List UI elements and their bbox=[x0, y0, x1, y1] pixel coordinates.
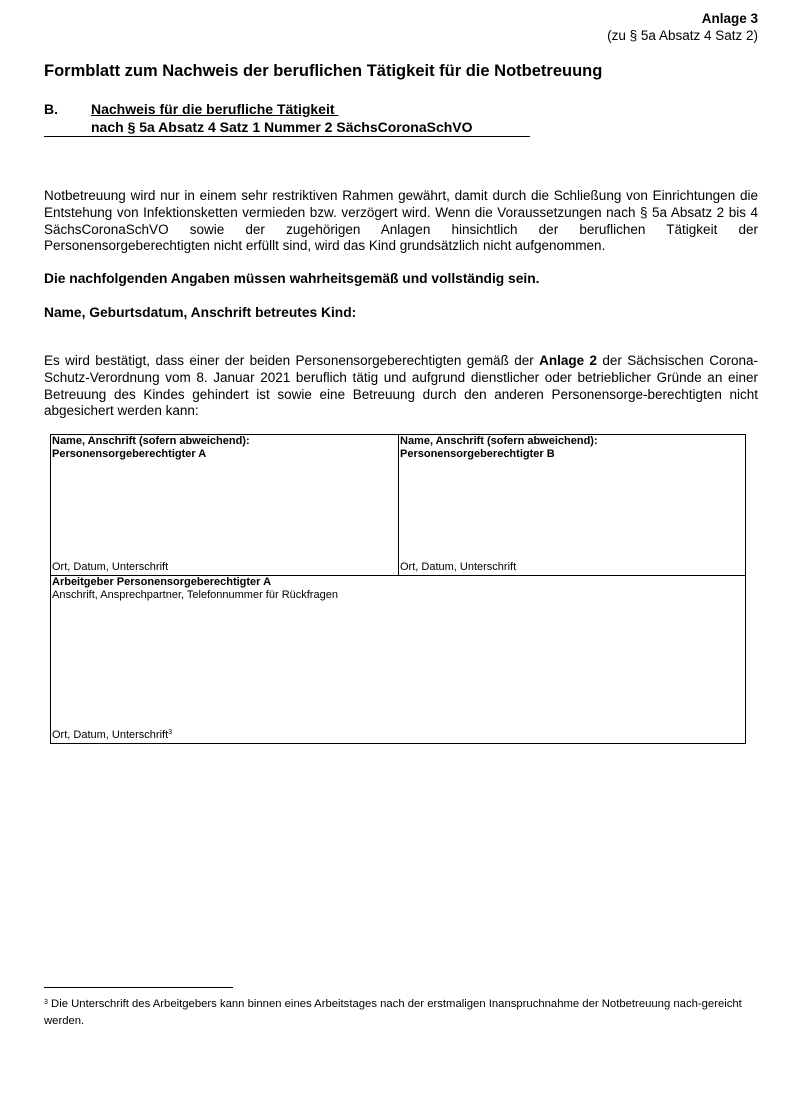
annex-reference: (zu § 5a Absatz 4 Satz 2) bbox=[607, 28, 758, 43]
employer-signature-label bbox=[52, 729, 172, 741]
signature-form-table bbox=[50, 434, 746, 744]
employer-details-label: Anschrift, Ansprechpartner, Telefonnummer für Rückfragen bbox=[52, 589, 338, 601]
guardian-a-label-name: Name, Anschrift (sofern abweichend): bbox=[52, 435, 250, 447]
employer-label: Arbeitgeber Personensorgeberechtigter A bbox=[52, 576, 272, 588]
guardian-b-cell[interactable] bbox=[399, 435, 745, 575]
footnote-mark: 3 bbox=[44, 999, 48, 1006]
child-info-label: Name, Geburtsdatum, Anschrift betreutes Kind: bbox=[44, 305, 357, 320]
page-title: Formblatt zum Nachweis der beruflichen Tätigkeit für die Notbetreuung bbox=[44, 62, 603, 80]
footnote-text: Die Unterschrift des Arbeitgebers kann binnen eines Arbeitstages nach der erstmaligen Inanspruchnahme der Notbetreuung nach-gereicht werden. bbox=[44, 998, 742, 1027]
guardian-b-label-name: Name, Anschrift (sofern abweichend): bbox=[400, 435, 598, 447]
confirmation-annex-ref: Anlage 2 bbox=[539, 353, 597, 368]
section-heading bbox=[44, 101, 338, 117]
guardian-b-label-role: Personensorgeberechtigter B bbox=[400, 448, 555, 460]
confirmation-text-after: der Sächsischen Corona-Schutz-Verordnung vom 8. Januar 2021 beruflich tätig und aufgrund dienstlicher oder betrieblicher Gründe an einer Betreuung des Kindes gehindert ist sowie eine Betreuung durch den anderen Personensorge-berechtigten nicht abgesichert werden kann: bbox=[44, 353, 758, 419]
section-number-wrap bbox=[44, 101, 338, 117]
footnote-separator bbox=[44, 987, 233, 988]
section-heading-line2: nach § 5a Absatz 4 Satz 1 Nummer 2 SächsCoronaSchVO bbox=[91, 119, 473, 135]
section-heading-line1: Nachweis für die berufliche Tätigkeit bbox=[91, 101, 335, 117]
employer-cell[interactable] bbox=[51, 575, 745, 743]
guardian-b-signature-label: Ort, Datum, Unterschrift bbox=[400, 561, 517, 573]
confirmation-paragraph bbox=[44, 353, 758, 420]
confirmation-text-before: Es wird bestätigt, dass einer der beiden Personensorgeberechtigten gemäß der bbox=[44, 353, 540, 368]
employer-signature-text: Ort, Datum, Unterschrift bbox=[52, 729, 169, 741]
section-heading-second-row bbox=[44, 119, 530, 137]
guardian-a-cell[interactable] bbox=[51, 435, 399, 575]
truthfulness-notice: Die nachfolgenden Angaben müssen wahrheitsgemäß und vollständig sein. bbox=[44, 271, 540, 286]
footnote-reference: 3 bbox=[168, 729, 173, 736]
annex-label: Anlage 3 bbox=[701, 11, 758, 26]
guardian-a-signature-label: Ort, Datum, Unterschrift bbox=[52, 561, 169, 573]
intro-paragraph: Notbetreuung wird nur in einem sehr restriktiven Rahmen gewährt, damit durch die Schließung von Einrichtungen die Entstehung von Infektionsketten vermieden bzw. verzögert wird. Wenn die Voraussetzungen nach § 5a Absatz 2 bis 4 SächsCoronaSchVO sowie der zugehörigen Anlagen hinsichtlich der beruflichen Tätigkeit der Personensorgeberechtigten nicht erfüllt sind, wird das Kind grundsätzlich nicht aufgenommen. bbox=[44, 188, 758, 254]
section-number: B. bbox=[44, 101, 58, 117]
footnote bbox=[44, 996, 758, 1029]
guardian-a-label-role: Personensorgeberechtigter A bbox=[52, 448, 207, 460]
